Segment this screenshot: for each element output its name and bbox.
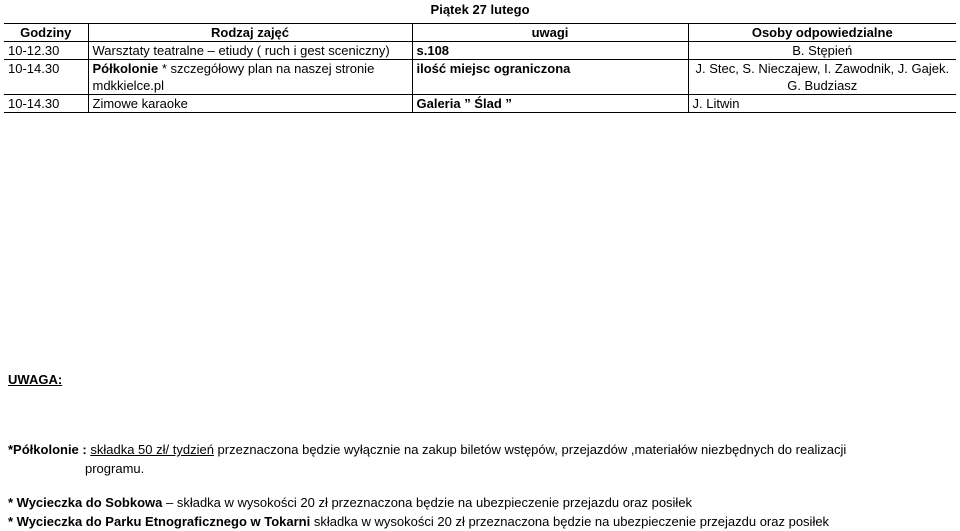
row-staff: J. Litwin: [688, 95, 956, 113]
note-lead: *Półkolonie :: [8, 442, 87, 457]
row-type: Warsztaty teatralne – etiudy ( ruch i gest sceniczny): [88, 42, 412, 60]
header-row: [4, 24, 956, 42]
header-notes: uwagi: [412, 24, 688, 42]
note-polkolonie: [8, 440, 928, 478]
row-time: 10-14.30: [4, 95, 88, 113]
note-lead: * Wycieczka do Sobkowa: [8, 495, 163, 510]
row-notes: ilość miejsc ograniczona: [412, 60, 688, 95]
row-time: 10-12.30: [4, 42, 88, 60]
note-sobkow: [8, 493, 692, 512]
table-row: [4, 95, 956, 113]
row-type-text: * szczegółowy plan na naszej stronie mdkkielce.pl: [92, 61, 375, 93]
note-continuation: programu.: [85, 461, 145, 476]
note-lead: * Wycieczka do Parku Etnograficznego w Tokarni: [8, 514, 311, 529]
table-row: [4, 42, 956, 60]
note-text: składka w wysokości 20 zł przeznaczona będzie na ubezpieczenie przejazdu oraz posiłek: [310, 514, 830, 529]
schedule-table: [4, 1, 956, 113]
row-time: 10-14.30: [4, 60, 88, 95]
header-staff: Osoby odpowiedzialne: [688, 24, 956, 42]
row-notes: Galeria ” Ślad ”: [412, 95, 688, 113]
row-notes: s.108: [412, 42, 688, 60]
note-text: przeznaczona będzie wyłącznie na zakup biletów wstępów, przejazdów ,materiałów niezbędnych do realizacji: [213, 442, 847, 457]
warning-label: UWAGA:: [8, 372, 63, 387]
row-type-bold: Półkolonie: [92, 61, 159, 76]
page-title: Piątek 27 lutego: [4, 1, 956, 24]
note-text: – składka w wysokości 20 zł przeznaczona będzie na ubezpieczenie przejazdu oraz posiłek: [162, 495, 693, 510]
row-type: Zimowe karaoke: [88, 95, 412, 113]
row-staff: J. Stec, S. Nieczajew, I. Zawodnik, J. Gajek. G. Budziasz: [688, 60, 956, 95]
row-staff: B. Stępień: [688, 42, 956, 60]
note-tokarnia: [8, 512, 829, 531]
header-type: Rodzaj zajęć: [88, 24, 412, 42]
note-underlined: składka 50 zł/ tydzień: [90, 442, 214, 457]
table-row: [4, 60, 956, 95]
row-type: [88, 60, 412, 95]
header-time: Godziny: [4, 24, 88, 42]
title-row: [4, 1, 956, 24]
